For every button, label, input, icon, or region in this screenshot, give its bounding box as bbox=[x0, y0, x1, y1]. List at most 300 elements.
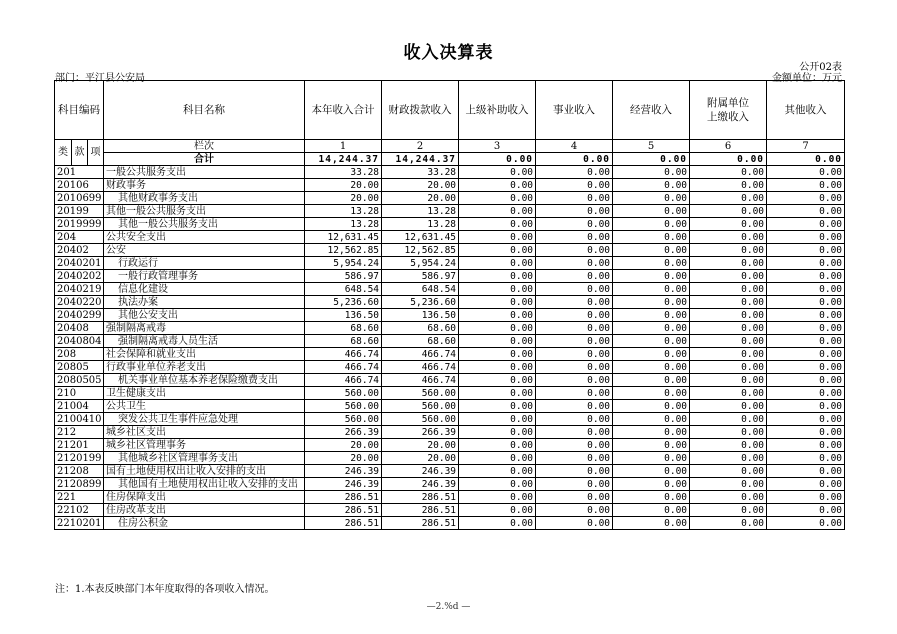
row-value-1: 286.51 bbox=[305, 491, 382, 504]
col-num-6: 6 bbox=[690, 140, 767, 153]
row-value-7: 0.00 bbox=[767, 517, 845, 530]
row-value-2: 68.60 bbox=[382, 322, 459, 335]
row-code: 20402 bbox=[55, 244, 104, 257]
table-row bbox=[55, 374, 845, 387]
row-value-1: 20.00 bbox=[305, 452, 382, 465]
row-code: 2040219 bbox=[55, 283, 104, 296]
row-code: 22102 bbox=[55, 504, 104, 517]
row-value-7: 0.00 bbox=[767, 257, 845, 270]
row-value-7: 0.00 bbox=[767, 374, 845, 387]
row-name: 其他一般公共服务支出 bbox=[104, 218, 305, 231]
row-value-6: 0.00 bbox=[690, 400, 767, 413]
unit-label: 金额单位：万元 bbox=[772, 73, 842, 84]
row-name: 强制隔离戒毒 bbox=[104, 322, 305, 335]
row-value-6: 0.00 bbox=[690, 166, 767, 179]
row-value-1: 560.00 bbox=[305, 413, 382, 426]
row-code: 21201 bbox=[55, 439, 104, 452]
row-value-4: 0.00 bbox=[536, 452, 613, 465]
total-value-6: 0.00 bbox=[690, 153, 767, 166]
row-value-5: 0.00 bbox=[613, 400, 690, 413]
row-value-2: 286.51 bbox=[382, 504, 459, 517]
row-code: 20106 bbox=[55, 179, 104, 192]
row-value-4: 0.00 bbox=[536, 166, 613, 179]
row-value-7: 0.00 bbox=[767, 231, 845, 244]
row-value-2: 12,631.45 bbox=[382, 231, 459, 244]
row-name: 城乡社区管理事务 bbox=[104, 439, 305, 452]
table-body bbox=[55, 166, 845, 530]
row-name: 公共卫生 bbox=[104, 400, 305, 413]
row-value-1: 68.60 bbox=[305, 335, 382, 348]
row-value-6: 0.00 bbox=[690, 205, 767, 218]
row-value-1: 20.00 bbox=[305, 192, 382, 205]
table-row bbox=[55, 452, 845, 465]
row-name: 城乡社区支出 bbox=[104, 426, 305, 439]
table-row bbox=[55, 413, 845, 426]
row-value-1: 33.28 bbox=[305, 166, 382, 179]
row-value-6: 0.00 bbox=[690, 335, 767, 348]
form-number: 公开02表 bbox=[799, 62, 842, 73]
row-value-6: 0.00 bbox=[690, 361, 767, 374]
row-value-5: 0.00 bbox=[613, 231, 690, 244]
row-value-1: 12,562.85 bbox=[305, 244, 382, 257]
row-code: 2040201 bbox=[55, 257, 104, 270]
row-value-1: 12,631.45 bbox=[305, 231, 382, 244]
row-value-7: 0.00 bbox=[767, 179, 845, 192]
header-col-6: 附属单位 上缴收入 bbox=[690, 81, 767, 140]
table-row bbox=[55, 166, 845, 179]
row-value-1: 560.00 bbox=[305, 400, 382, 413]
row-code: 204 bbox=[55, 231, 104, 244]
row-value-6: 0.00 bbox=[690, 348, 767, 361]
row-value-7: 0.00 bbox=[767, 309, 845, 322]
page-footer: —2.%d — bbox=[426, 602, 471, 612]
row-value-5: 0.00 bbox=[613, 426, 690, 439]
lanci-label: 栏次 bbox=[104, 140, 305, 153]
row-value-7: 0.00 bbox=[767, 166, 845, 179]
row-value-1: 13.28 bbox=[305, 218, 382, 231]
row-value-2: 20.00 bbox=[382, 179, 459, 192]
row-value-4: 0.00 bbox=[536, 335, 613, 348]
table-row bbox=[55, 296, 845, 309]
row-value-5: 0.00 bbox=[613, 348, 690, 361]
row-name: 国有土地使用权出让收入安排的支出 bbox=[104, 465, 305, 478]
row-name: 行政运行 bbox=[104, 257, 305, 270]
row-value-7: 0.00 bbox=[767, 192, 845, 205]
row-name: 其他国有土地使用权出让收入安排的支出 bbox=[104, 478, 305, 491]
row-value-3: 0.00 bbox=[459, 348, 536, 361]
table-row bbox=[55, 361, 845, 374]
table-row bbox=[55, 465, 845, 478]
row-value-7: 0.00 bbox=[767, 296, 845, 309]
row-value-5: 0.00 bbox=[613, 517, 690, 530]
row-value-2: 20.00 bbox=[382, 439, 459, 452]
table-row bbox=[55, 400, 845, 413]
row-value-2: 5,954.24 bbox=[382, 257, 459, 270]
row-value-1: 560.00 bbox=[305, 387, 382, 400]
row-value-6: 0.00 bbox=[690, 426, 767, 439]
table-row bbox=[55, 205, 845, 218]
row-value-7: 0.00 bbox=[767, 478, 845, 491]
row-value-1: 20.00 bbox=[305, 439, 382, 452]
row-value-5: 0.00 bbox=[613, 478, 690, 491]
row-value-2: 560.00 bbox=[382, 400, 459, 413]
row-value-7: 0.00 bbox=[767, 387, 845, 400]
row-name: 一般行政管理事务 bbox=[104, 270, 305, 283]
row-value-3: 0.00 bbox=[459, 478, 536, 491]
table-row bbox=[55, 192, 845, 205]
row-value-1: 246.39 bbox=[305, 465, 382, 478]
row-value-4: 0.00 bbox=[536, 491, 613, 504]
header-col-7: 其他收入 bbox=[767, 81, 845, 140]
row-value-3: 0.00 bbox=[459, 322, 536, 335]
col-num-4: 4 bbox=[536, 140, 613, 153]
row-code: 2040804 bbox=[55, 335, 104, 348]
row-name: 一般公共服务支出 bbox=[104, 166, 305, 179]
row-value-4: 0.00 bbox=[536, 361, 613, 374]
row-value-5: 0.00 bbox=[613, 322, 690, 335]
row-value-5: 0.00 bbox=[613, 166, 690, 179]
row-value-3: 0.00 bbox=[459, 452, 536, 465]
table-row bbox=[55, 257, 845, 270]
row-value-1: 246.39 bbox=[305, 478, 382, 491]
row-value-2: 246.39 bbox=[382, 478, 459, 491]
row-name: 住房改革支出 bbox=[104, 504, 305, 517]
row-value-6: 0.00 bbox=[690, 283, 767, 296]
row-value-7: 0.00 bbox=[767, 413, 845, 426]
row-value-3: 0.00 bbox=[459, 374, 536, 387]
total-value-1: 14,244.37 bbox=[305, 153, 382, 166]
row-value-2: 246.39 bbox=[382, 465, 459, 478]
row-value-3: 0.00 bbox=[459, 218, 536, 231]
table-row bbox=[55, 283, 845, 296]
page-title: 收入决算表 bbox=[403, 43, 494, 63]
row-value-5: 0.00 bbox=[613, 361, 690, 374]
row-value-5: 0.00 bbox=[613, 413, 690, 426]
row-value-5: 0.00 bbox=[613, 179, 690, 192]
row-value-4: 0.00 bbox=[536, 348, 613, 361]
row-value-5: 0.00 bbox=[613, 387, 690, 400]
total-row bbox=[55, 153, 845, 166]
row-name: 突发公共卫生事件应急处理 bbox=[104, 413, 305, 426]
row-value-7: 0.00 bbox=[767, 400, 845, 413]
row-value-3: 0.00 bbox=[459, 426, 536, 439]
total-value-7: 0.00 bbox=[767, 153, 845, 166]
row-value-7: 0.00 bbox=[767, 504, 845, 517]
row-name: 住房保障支出 bbox=[104, 491, 305, 504]
row-value-5: 0.00 bbox=[613, 192, 690, 205]
row-value-6: 0.00 bbox=[690, 309, 767, 322]
header-col-4: 事业收入 bbox=[536, 81, 613, 140]
row-value-5: 0.00 bbox=[613, 465, 690, 478]
row-value-6: 0.00 bbox=[690, 270, 767, 283]
row-value-7: 0.00 bbox=[767, 335, 845, 348]
row-code: 201 bbox=[55, 166, 104, 179]
row-code: 212 bbox=[55, 426, 104, 439]
row-value-6: 0.00 bbox=[690, 231, 767, 244]
row-value-1: 466.74 bbox=[305, 348, 382, 361]
row-value-4: 0.00 bbox=[536, 309, 613, 322]
row-code: 2040202 bbox=[55, 270, 104, 283]
row-value-5: 0.00 bbox=[613, 335, 690, 348]
row-value-7: 0.00 bbox=[767, 244, 845, 257]
row-value-6: 0.00 bbox=[690, 244, 767, 257]
row-value-4: 0.00 bbox=[536, 439, 613, 452]
table-row bbox=[55, 322, 845, 335]
row-value-5: 0.00 bbox=[613, 244, 690, 257]
row-value-3: 0.00 bbox=[459, 439, 536, 452]
row-code: 208 bbox=[55, 348, 104, 361]
table-row bbox=[55, 179, 845, 192]
row-value-3: 0.00 bbox=[459, 491, 536, 504]
row-value-2: 648.54 bbox=[382, 283, 459, 296]
table-row bbox=[55, 426, 845, 439]
row-value-1: 13.28 bbox=[305, 205, 382, 218]
row-value-5: 0.00 bbox=[613, 309, 690, 322]
table-row bbox=[55, 439, 845, 452]
row-value-1: 648.54 bbox=[305, 283, 382, 296]
row-code: 2040220 bbox=[55, 296, 104, 309]
row-value-5: 0.00 bbox=[613, 270, 690, 283]
row-value-6: 0.00 bbox=[690, 465, 767, 478]
row-value-7: 0.00 bbox=[767, 491, 845, 504]
row-value-1: 286.51 bbox=[305, 517, 382, 530]
row-value-5: 0.00 bbox=[613, 283, 690, 296]
row-name: 机关事业单位基本养老保险缴费支出 bbox=[104, 374, 305, 387]
row-value-4: 0.00 bbox=[536, 231, 613, 244]
row-value-5: 0.00 bbox=[613, 296, 690, 309]
row-value-6: 0.00 bbox=[690, 478, 767, 491]
row-value-3: 0.00 bbox=[459, 517, 536, 530]
row-code: 2210201 bbox=[55, 517, 104, 530]
row-value-4: 0.00 bbox=[536, 205, 613, 218]
row-value-5: 0.00 bbox=[613, 205, 690, 218]
row-value-6: 0.00 bbox=[690, 218, 767, 231]
row-value-7: 0.00 bbox=[767, 322, 845, 335]
row-value-1: 466.74 bbox=[305, 361, 382, 374]
row-value-4: 0.00 bbox=[536, 478, 613, 491]
row-value-5: 0.00 bbox=[613, 452, 690, 465]
row-name: 其他城乡社区管理事务支出 bbox=[104, 452, 305, 465]
col-num-1: 1 bbox=[305, 140, 382, 153]
row-value-3: 0.00 bbox=[459, 465, 536, 478]
row-value-4: 0.00 bbox=[536, 400, 613, 413]
row-name: 公安 bbox=[104, 244, 305, 257]
row-value-7: 0.00 bbox=[767, 439, 845, 452]
row-value-2: 560.00 bbox=[382, 387, 459, 400]
row-value-4: 0.00 bbox=[536, 387, 613, 400]
row-value-4: 0.00 bbox=[536, 218, 613, 231]
row-value-2: 466.74 bbox=[382, 374, 459, 387]
row-value-4: 0.00 bbox=[536, 179, 613, 192]
row-value-4: 0.00 bbox=[536, 244, 613, 257]
row-value-2: 5,236.60 bbox=[382, 296, 459, 309]
table-row bbox=[55, 231, 845, 244]
row-value-6: 0.00 bbox=[690, 296, 767, 309]
row-value-1: 136.50 bbox=[305, 309, 382, 322]
row-value-4: 0.00 bbox=[536, 257, 613, 270]
row-code: 20199 bbox=[55, 205, 104, 218]
row-value-6: 0.00 bbox=[690, 322, 767, 335]
income-table bbox=[54, 80, 845, 530]
header-col-2: 财政拨款收入 bbox=[382, 81, 459, 140]
row-value-1: 586.97 bbox=[305, 270, 382, 283]
row-value-6: 0.00 bbox=[690, 179, 767, 192]
row-value-1: 68.60 bbox=[305, 322, 382, 335]
row-code: 2080505 bbox=[55, 374, 104, 387]
row-value-7: 0.00 bbox=[767, 361, 845, 374]
row-value-4: 0.00 bbox=[536, 413, 613, 426]
table-row bbox=[55, 218, 845, 231]
row-value-4: 0.00 bbox=[536, 296, 613, 309]
row-value-7: 0.00 bbox=[767, 426, 845, 439]
row-value-2: 266.39 bbox=[382, 426, 459, 439]
row-value-6: 0.00 bbox=[690, 491, 767, 504]
col-num-5: 5 bbox=[613, 140, 690, 153]
table-row bbox=[55, 309, 845, 322]
department-label: 部门：平江县公安局 bbox=[55, 73, 145, 84]
row-value-4: 0.00 bbox=[536, 426, 613, 439]
header-name: 科目名称 bbox=[104, 81, 305, 140]
row-value-2: 586.97 bbox=[382, 270, 459, 283]
row-value-3: 0.00 bbox=[459, 244, 536, 257]
total-value-2: 14,244.37 bbox=[382, 153, 459, 166]
header-kuan: 款 bbox=[72, 140, 88, 166]
row-value-2: 12,562.85 bbox=[382, 244, 459, 257]
total-value-3: 0.00 bbox=[459, 153, 536, 166]
row-value-2: 20.00 bbox=[382, 192, 459, 205]
row-value-3: 0.00 bbox=[459, 283, 536, 296]
row-value-6: 0.00 bbox=[690, 452, 767, 465]
row-value-5: 0.00 bbox=[613, 504, 690, 517]
header-col-1: 本年收入合计 bbox=[305, 81, 382, 140]
row-value-1: 466.74 bbox=[305, 374, 382, 387]
row-value-3: 0.00 bbox=[459, 257, 536, 270]
row-value-6: 0.00 bbox=[690, 517, 767, 530]
row-value-6: 0.00 bbox=[690, 504, 767, 517]
row-value-2: 13.28 bbox=[382, 205, 459, 218]
row-value-6: 0.00 bbox=[690, 257, 767, 270]
row-name: 其他一般公共服务支出 bbox=[104, 205, 305, 218]
row-value-2: 466.74 bbox=[382, 361, 459, 374]
row-value-6: 0.00 bbox=[690, 413, 767, 426]
row-value-7: 0.00 bbox=[767, 283, 845, 296]
row-value-5: 0.00 bbox=[613, 374, 690, 387]
row-code: 21004 bbox=[55, 400, 104, 413]
row-value-2: 286.51 bbox=[382, 491, 459, 504]
row-value-4: 0.00 bbox=[536, 504, 613, 517]
row-value-1: 5,236.60 bbox=[305, 296, 382, 309]
row-value-7: 0.00 bbox=[767, 452, 845, 465]
row-value-5: 0.00 bbox=[613, 439, 690, 452]
row-name: 住房公积金 bbox=[104, 517, 305, 530]
row-code: 20805 bbox=[55, 361, 104, 374]
row-value-3: 0.00 bbox=[459, 179, 536, 192]
header-xiang: 项 bbox=[88, 140, 104, 166]
row-value-1: 20.00 bbox=[305, 179, 382, 192]
row-value-3: 0.00 bbox=[459, 231, 536, 244]
row-code: 21208 bbox=[55, 465, 104, 478]
row-value-1: 5,954.24 bbox=[305, 257, 382, 270]
row-value-5: 0.00 bbox=[613, 218, 690, 231]
row-value-2: 466.74 bbox=[382, 348, 459, 361]
table-row bbox=[55, 335, 845, 348]
row-value-2: 33.28 bbox=[382, 166, 459, 179]
table-row bbox=[55, 504, 845, 517]
row-value-3: 0.00 bbox=[459, 335, 536, 348]
row-value-7: 0.00 bbox=[767, 218, 845, 231]
table-row bbox=[55, 387, 845, 400]
row-value-3: 0.00 bbox=[459, 270, 536, 283]
row-code: 221 bbox=[55, 491, 104, 504]
row-value-4: 0.00 bbox=[536, 374, 613, 387]
table-note: 注：1.本表反映部门本年度取得的各项收入情况。 bbox=[55, 584, 275, 595]
row-value-1: 266.39 bbox=[305, 426, 382, 439]
col-num-3: 3 bbox=[459, 140, 536, 153]
row-value-2: 286.51 bbox=[382, 517, 459, 530]
row-value-6: 0.00 bbox=[690, 387, 767, 400]
row-code: 2120199 bbox=[55, 452, 104, 465]
row-value-4: 0.00 bbox=[536, 322, 613, 335]
header-col-5: 经营收入 bbox=[613, 81, 690, 140]
row-value-7: 0.00 bbox=[767, 270, 845, 283]
row-value-5: 0.00 bbox=[613, 491, 690, 504]
header-code: 科目编码 bbox=[55, 81, 104, 140]
row-value-2: 136.50 bbox=[382, 309, 459, 322]
row-value-2: 13.28 bbox=[382, 218, 459, 231]
row-name: 行政事业单位养老支出 bbox=[104, 361, 305, 374]
row-code: 2010699 bbox=[55, 192, 104, 205]
header-col-3: 上级补助收入 bbox=[459, 81, 536, 140]
row-name: 公共安全支出 bbox=[104, 231, 305, 244]
row-value-3: 0.00 bbox=[459, 192, 536, 205]
row-code: 20408 bbox=[55, 322, 104, 335]
row-code: 2100410 bbox=[55, 413, 104, 426]
row-value-7: 0.00 bbox=[767, 465, 845, 478]
row-code: 210 bbox=[55, 387, 104, 400]
table-row bbox=[55, 478, 845, 491]
row-name: 其他公安支出 bbox=[104, 309, 305, 322]
row-value-3: 0.00 bbox=[459, 296, 536, 309]
row-value-3: 0.00 bbox=[459, 504, 536, 517]
col-num-7: 7 bbox=[767, 140, 845, 153]
row-value-4: 0.00 bbox=[536, 192, 613, 205]
row-value-4: 0.00 bbox=[536, 270, 613, 283]
row-name: 执法办案 bbox=[104, 296, 305, 309]
table-row bbox=[55, 270, 845, 283]
row-value-6: 0.00 bbox=[690, 374, 767, 387]
row-value-3: 0.00 bbox=[459, 400, 536, 413]
row-value-3: 0.00 bbox=[459, 361, 536, 374]
row-value-1: 286.51 bbox=[305, 504, 382, 517]
row-value-4: 0.00 bbox=[536, 465, 613, 478]
total-label: 合计 bbox=[104, 153, 305, 166]
row-value-3: 0.00 bbox=[459, 166, 536, 179]
row-value-2: 68.60 bbox=[382, 335, 459, 348]
row-name: 信息化建设 bbox=[104, 283, 305, 296]
row-code: 2019999 bbox=[55, 218, 104, 231]
row-name: 卫生健康支出 bbox=[104, 387, 305, 400]
row-value-6: 0.00 bbox=[690, 439, 767, 452]
row-value-7: 0.00 bbox=[767, 205, 845, 218]
row-name: 强制隔离戒毒人员生活 bbox=[104, 335, 305, 348]
table-row bbox=[55, 517, 845, 530]
row-value-5: 0.00 bbox=[613, 257, 690, 270]
row-value-3: 0.00 bbox=[459, 413, 536, 426]
row-name: 社会保障和就业支出 bbox=[104, 348, 305, 361]
row-value-3: 0.00 bbox=[459, 205, 536, 218]
row-value-4: 0.00 bbox=[536, 517, 613, 530]
row-value-3: 0.00 bbox=[459, 387, 536, 400]
